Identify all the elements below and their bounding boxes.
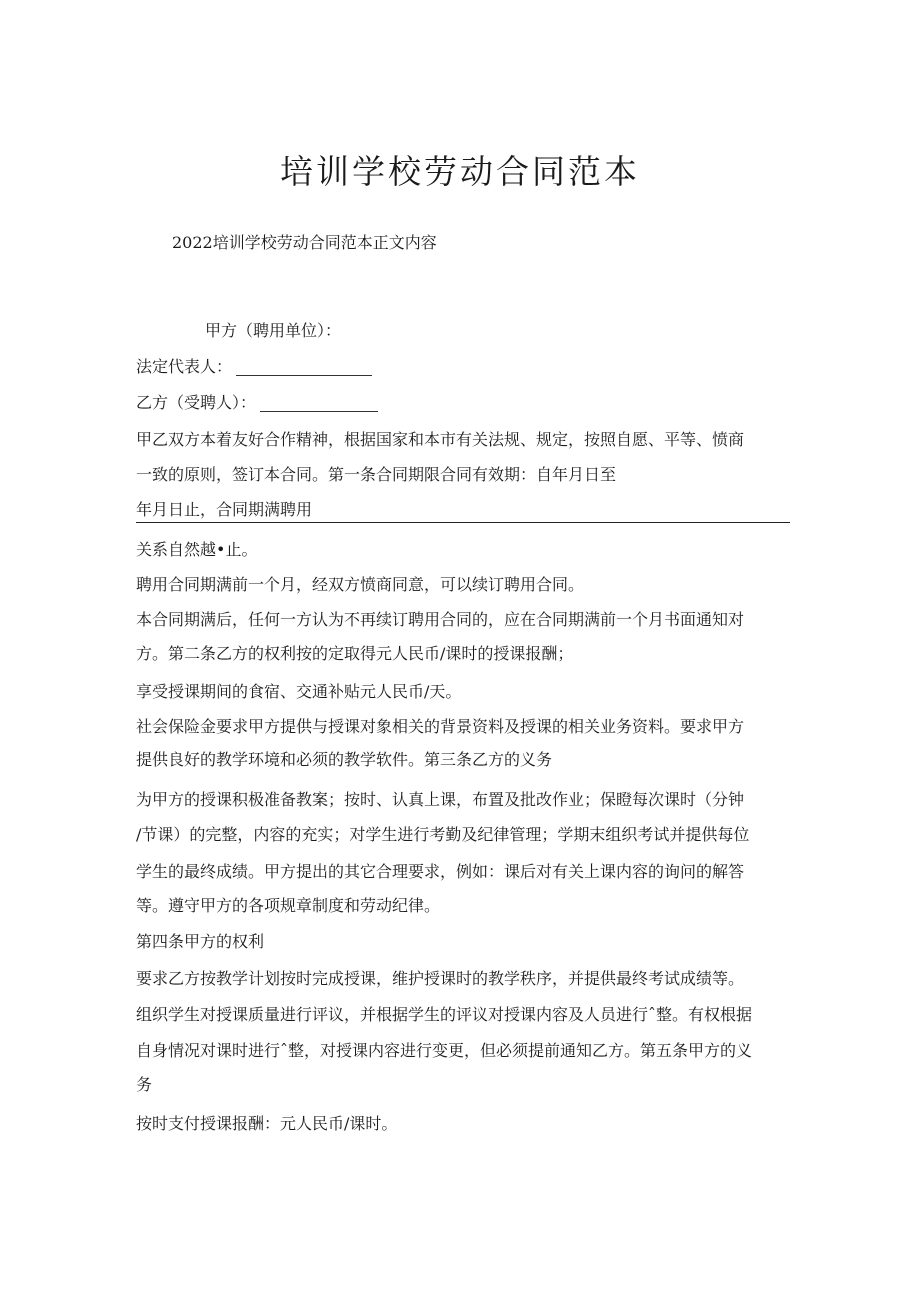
body-line: 组织学生对授课质量进行评议，并根据学生的评议对授课内容及人员进行ˆ整。有权根据 bbox=[136, 1005, 753, 1024]
document-title: 培训学校劳动合同范本 bbox=[280, 152, 640, 191]
body-line: 聘用合同期满前一个月，经双方愤商同意，可以续订聘用合同。 bbox=[136, 575, 585, 594]
legal-rep-blank bbox=[236, 359, 372, 376]
body-line: 等。遵守甲方的各项规章制度和劳动纪律。 bbox=[136, 896, 441, 915]
party-b-label: 乙方（受聘人）： bbox=[136, 393, 257, 412]
body-line: 本合同期满后，任何一方认为不再续订聘用合同的，应在合同期满前一个月书面通知对 bbox=[136, 610, 745, 629]
legal-rep-label: 法定代表人： bbox=[136, 357, 233, 376]
body-line: 务 bbox=[136, 1075, 153, 1094]
party-b-blank bbox=[260, 395, 378, 412]
body-line: /节课）的完整，内容的充实；对学生进行考勤及纪律管理；学期末组织考试并提供每位 bbox=[136, 825, 750, 844]
party-b-row bbox=[136, 391, 378, 415]
body-line: 按时支付授课报酬：元人民币/课时。 bbox=[136, 1114, 398, 1133]
body-line: 要求乙方按教学计划按时完成授课，维护授课时的教学秩序，并提供最终考试成绩等。 bbox=[136, 969, 745, 988]
document-subtitle: 2022培训学校劳动合同范本正文内容 bbox=[172, 233, 437, 252]
legal-rep-row bbox=[136, 355, 372, 379]
body-line: 自身情况对课时进行ˆ整，对授课内容进行变更，但必须提前通知乙方。第五条甲方的义 bbox=[136, 1041, 753, 1060]
section-heading: 第四条甲方的权利 bbox=[136, 932, 265, 951]
body-line: 甲乙双方本着友好合作精神，根据国家和本市有关法规、规定，按照自愿、平等、愤商 bbox=[136, 430, 745, 449]
party-a-label: 甲方（聘用单位）： bbox=[205, 321, 342, 340]
body-line: 享受授课期间的食宿、交通补贴元人民币/天。 bbox=[136, 682, 462, 701]
body-line: 年月日止，合同期满聘用 bbox=[136, 500, 313, 519]
horizontal-rule bbox=[136, 522, 790, 523]
body-line: 为甲方的授课积极准备教案；按时、认真上课，布置及批改作业；保瞪每次课时（分钟 bbox=[136, 790, 745, 809]
body-line: 社会保险金要求甲方提供与授课对象相关的背景资料及授课的相关业务资料。要求甲方 bbox=[136, 717, 745, 736]
body-line: 提供良好的教学环境和必须的教学软件。第三条乙方的义务 bbox=[136, 750, 553, 769]
body-line: 方。第二条乙方的权利按的定取得元人民币/课时的授课报酬； bbox=[136, 644, 574, 663]
body-line: 关系自然越•止。 bbox=[136, 540, 258, 559]
body-line: 一致的原则，签订本合同。第一条合同期限合同有效期：自年月日至 bbox=[136, 465, 617, 484]
body-line: 学生的最终成绩。甲方提出的其它合理要求，例如：课后对有关上课内容的询问的解答 bbox=[136, 862, 745, 881]
